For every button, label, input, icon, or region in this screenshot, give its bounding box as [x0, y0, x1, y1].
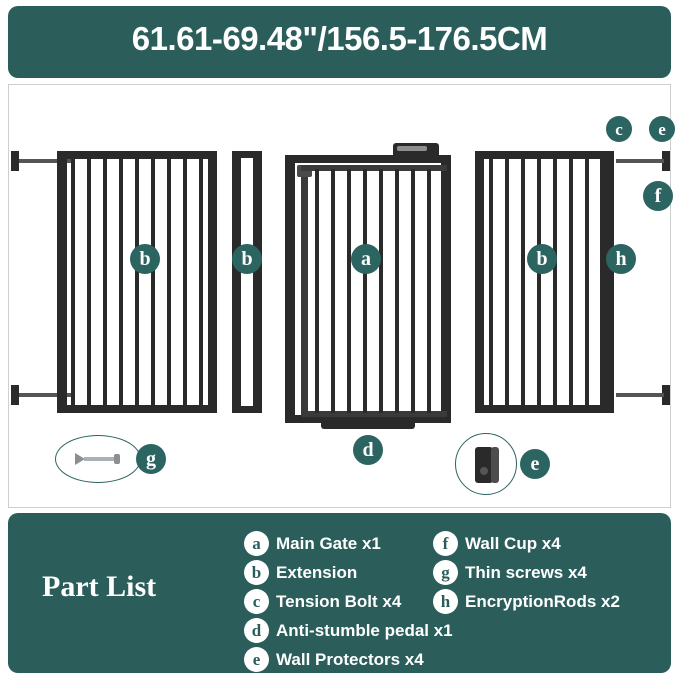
main-gate-panel	[285, 143, 451, 423]
part-label: Tension Bolt x4	[276, 591, 402, 611]
encryption-rod	[605, 151, 614, 413]
list-item	[244, 587, 453, 616]
list-item	[433, 558, 620, 587]
badge-main-gate: a	[351, 244, 381, 274]
part-letter: d	[244, 618, 269, 643]
badge-extension-right: b	[527, 244, 557, 274]
panel-frame-right	[208, 151, 217, 413]
part-label: Thin screws x4	[465, 562, 587, 582]
part-list-column-right	[433, 529, 620, 616]
extension-panel-left	[57, 151, 217, 413]
left-tension-bolt-bottom	[11, 385, 19, 405]
extension-panel-right	[475, 151, 609, 413]
part-label: Extension	[276, 562, 358, 582]
narrow-frame-left	[232, 151, 241, 413]
right-panel-bars	[489, 155, 597, 409]
part-label: Wall Protectors x4	[276, 649, 424, 669]
part-label: Wall Cup x4	[465, 533, 561, 553]
badge-thin-screw: g	[136, 444, 166, 474]
badge-pedal: d	[353, 435, 383, 465]
anti-stumble-pedal	[321, 418, 415, 429]
part-letter: h	[433, 589, 458, 614]
wall-protector-icon	[471, 445, 503, 485]
list-item	[433, 587, 620, 616]
badge-tension-bolt: c	[606, 116, 632, 142]
narrow-frame-right	[253, 151, 262, 413]
extension-panel-narrow	[232, 151, 262, 413]
diagram-panel	[8, 84, 671, 508]
panel-frame-left	[57, 151, 67, 413]
part-letter: f	[433, 531, 458, 556]
gate-door-bars	[315, 169, 437, 413]
list-item	[244, 616, 453, 645]
part-letter: e	[244, 647, 269, 672]
part-letter: a	[244, 531, 269, 556]
page-title: 61.61-69.48"/156.5-176.5CM	[131, 20, 548, 57]
list-item	[433, 529, 620, 558]
part-label: Main Gate x1	[276, 533, 381, 553]
badge-wall-protector: e	[520, 449, 550, 479]
gate-door-frame-left	[301, 165, 308, 417]
header-bar	[8, 6, 671, 78]
narrow-bottom-rail	[232, 406, 262, 413]
left-tension-bolt-top	[11, 151, 19, 171]
gate-frame-left	[285, 155, 295, 423]
part-label: Anti-stumble pedal x1	[276, 620, 453, 640]
thin-screw-icon	[71, 449, 127, 469]
list-item	[244, 645, 453, 674]
badge-extension-narrow: b	[232, 244, 262, 274]
panel-bars	[71, 155, 205, 409]
right-tension-rod-top	[616, 159, 664, 163]
part-label: EncryptionRods x2	[465, 591, 620, 611]
badge-wall-cup: f	[643, 181, 673, 211]
part-list-panel	[8, 513, 671, 673]
list-item	[244, 558, 453, 587]
badge-extension-left: b	[130, 244, 160, 274]
right-frame-left	[475, 151, 484, 413]
right-tension-rod-bottom	[616, 393, 664, 397]
narrow-top-rail	[232, 151, 262, 158]
list-item	[244, 529, 453, 558]
part-letter: b	[244, 560, 269, 585]
gate-latch-highlight	[397, 146, 427, 151]
badge-encryption-rod: h	[606, 244, 636, 274]
part-letter: g	[433, 560, 458, 585]
badge-wall-protector-top: e	[649, 116, 675, 142]
part-list-column-left	[244, 529, 453, 674]
gate-frame-right	[441, 155, 451, 423]
part-list-title: Part List	[42, 570, 157, 603]
part-letter: c	[244, 589, 269, 614]
